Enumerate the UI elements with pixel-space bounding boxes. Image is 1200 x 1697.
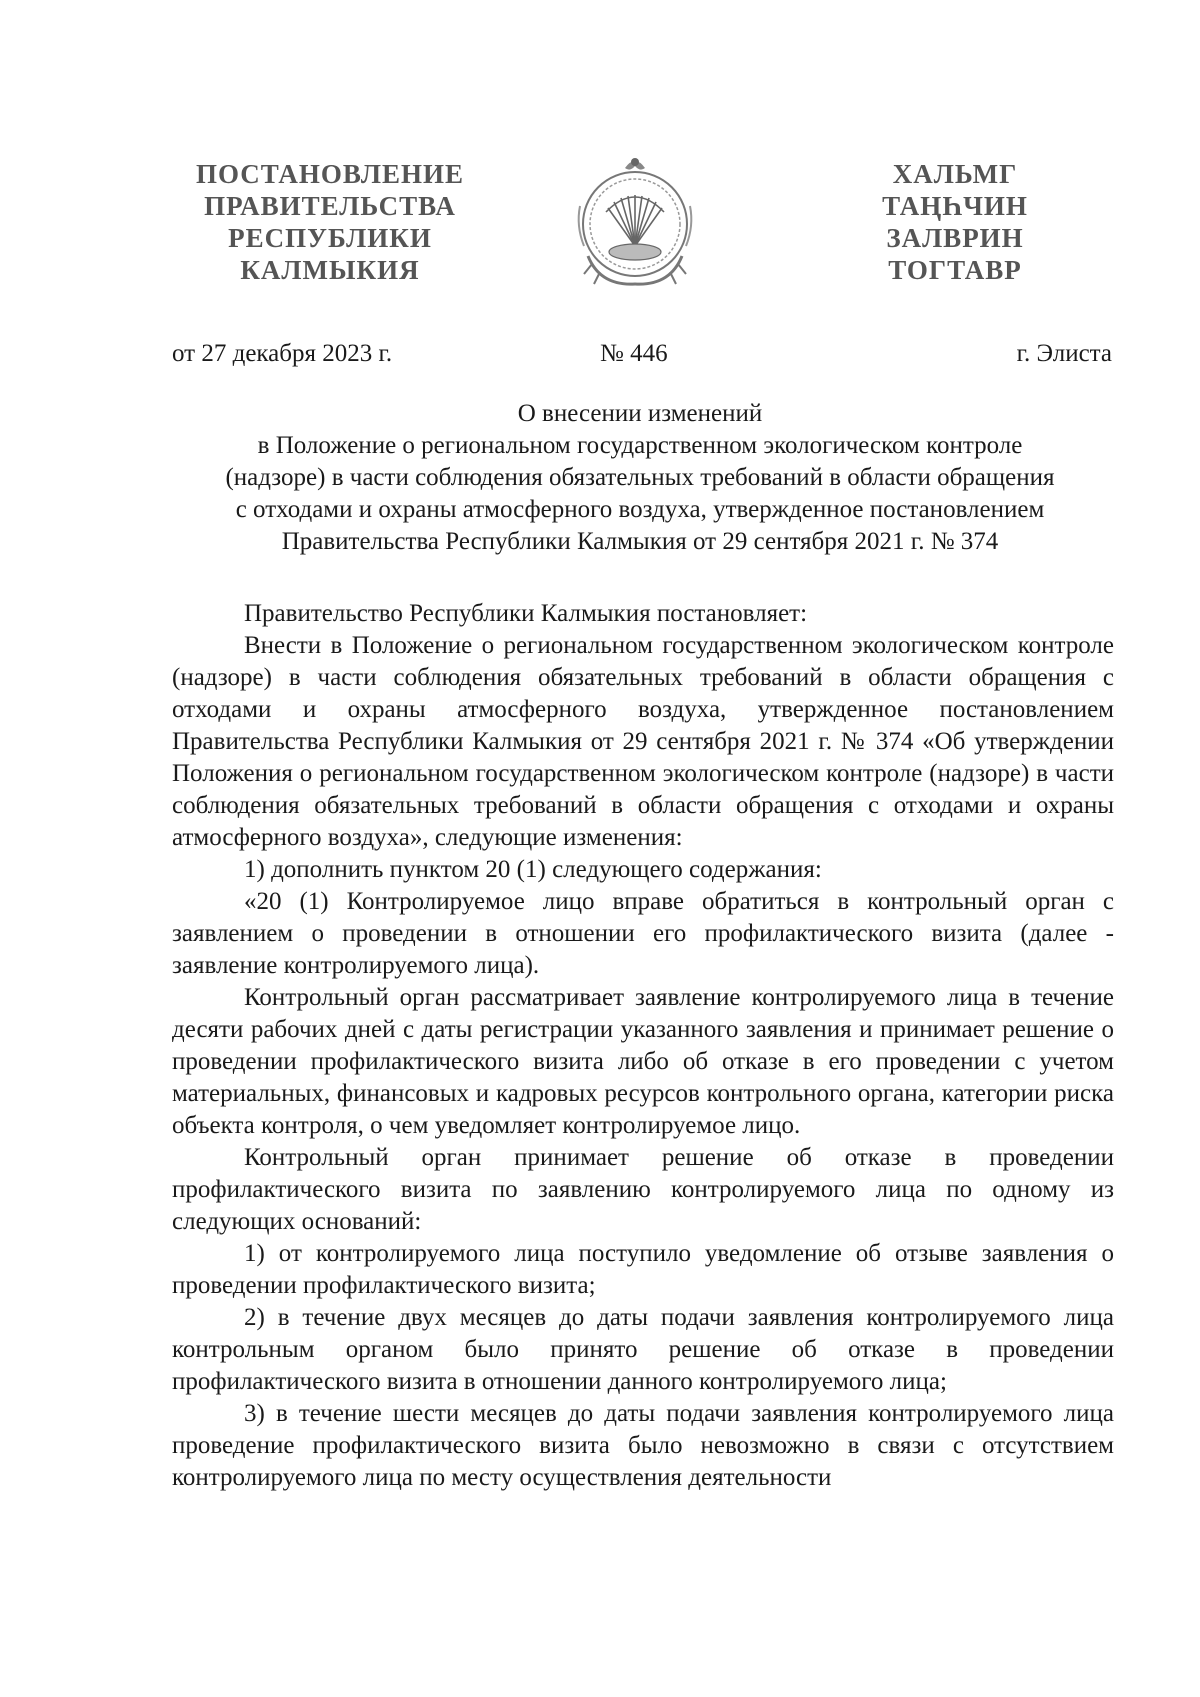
body-paragraph: «20 (1) Контролируемое лицо вправе обратиться в контрольный орган с заявлением о проведении в отношении его профилактического визита (далее - заявление контролируемого лица). xyxy=(172,888,1114,979)
title-line: (надзоре) в части соблюдения обязательных требований в области обращения xyxy=(225,464,1055,491)
document-date: от 27 декабря 2023 г. xyxy=(172,340,393,367)
body-paragraph: 1) дополнить пунктом 20 (1) следующего содержания: xyxy=(244,856,822,883)
body-paragraph: 2) в течение двух месяцев до даты подачи заявления контролируемого лица контрольным органом было принято решение об отказе в проведении профилактического визита в отношении данного контролируемого лица; xyxy=(172,1304,1114,1395)
title-line: О внесении изменений xyxy=(517,400,763,427)
issuer-title-kalmyk: ХАЛЬМГ ТАҢҺЧИН ЗАЛВРИН ТОГТАВР xyxy=(882,159,1028,285)
document-body xyxy=(172,598,1114,1494)
body-paragraph: 3) в течение шести месяцев до даты подачи заявления контролируемого лица проведение профилактического визита было невозможно в связи с отсутствием контролируемого лица по месту осуществления деятельности xyxy=(172,1400,1114,1491)
issuer-title-russian: ПОСТАНОВЛЕНИЕ ПРАВИТЕЛЬСТВА РЕСПУБЛИКИ КАЛМЫКИЯ xyxy=(195,159,465,285)
body-paragraph: Правительство Республики Калмыкия постановляет: xyxy=(244,600,808,627)
body-paragraph: Контрольный орган рассматривает заявление контролируемого лица в течение десяти рабочих дней с даты регистрации указанного заявления и принимает решение о проведении профилактического визита либо об отказе в его проведении с учетом материальных, финансовых и кадровых ресурсов контрольного органа, категории риска объекта контроля, о чем уведомляет контролируемое лицо. xyxy=(172,984,1114,1139)
title-line: Правительства Республики Калмыкия от 29 сентября 2021 г. № 374 xyxy=(281,528,999,555)
body-paragraph: Контрольный орган принимает решение об отказе в проведении профилактического визита по заявлению контролируемого лица по одному из следующих оснований: xyxy=(172,1144,1114,1235)
document-number: № 446 xyxy=(600,340,668,367)
document-city: г. Элиста xyxy=(1016,340,1112,367)
body-paragraph: Внести в Положение о региональном государственном экологическом контроле (надзоре) в части соблюдения обязательных требований в области обращения с отходами и охраны атмосферного воздуха, утвержденное постановлением Правительства Республики Калмыкия от 29 сентября 2021 г. № 374 «Об утверждении Положения о региональном государственном экологическом контроле (надзоре) в части соблюдения обязательных требований в области обращения с отходами и охраны атмосферного воздуха», следующие изменения: xyxy=(172,632,1114,851)
document-header xyxy=(0,158,1200,308)
document-meta-row xyxy=(172,338,1112,370)
document-title xyxy=(160,398,1120,558)
title-line: в Положение о региональном государственном экологическом контроле xyxy=(257,432,1023,459)
coat-of-arms-icon xyxy=(570,146,700,296)
body-paragraph: 1) от контролируемого лица поступило уведомление об отзыве заявления о проведении профилактического визита; xyxy=(172,1240,1114,1299)
title-line: с отходами и охраны атмосферного воздуха, утвержденное постановлением xyxy=(235,496,1045,523)
